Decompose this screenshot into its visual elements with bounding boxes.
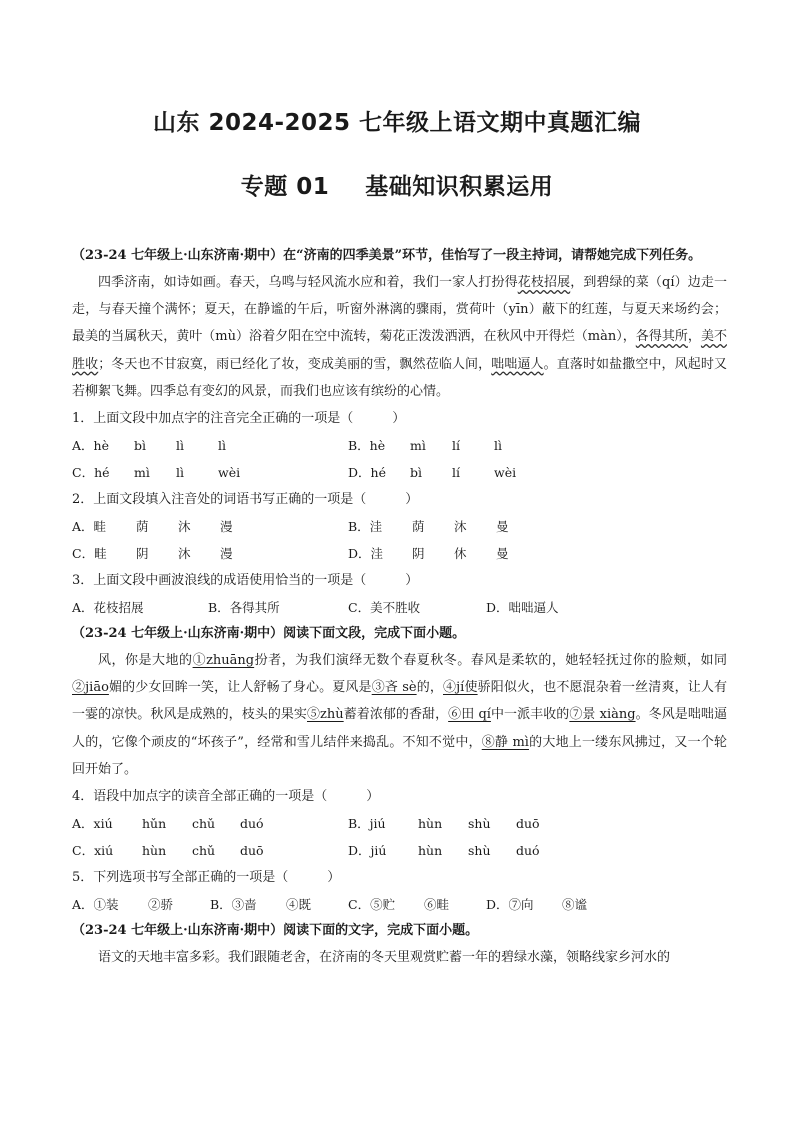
passage-text: 四季济南，如诗如画。春天，乌鸣与轻风流水应和着，我们一家人打扮得 [98,275,518,290]
section2-source: （23-24 七年级上·山东济南·期中） [72,626,284,642]
section2-intro [72,621,727,647]
subtitle-name: 基础知识积累运用 [365,174,554,200]
section2-instruction: 阅读下面文段，完成下面小题。 [283,626,466,642]
q1-option-b-part: lí [452,438,460,454]
q2-option-b-part: 荫 [412,519,425,535]
question-1-stem: 1．上面文段中加点字的注音完全正确的一项是（ ） [72,411,406,427]
q5-option-a: A．①装 [72,897,119,913]
passage-text: 。冬风是咄咄逼人的，它像个顽皮的“坏孩子”，经常和雪儿结伴来捣乱。不知不觉中， [72,707,727,750]
section3-passage: 语文的天地丰富多彩。我们跟随老舍，在济南的冬天里观赏贮蓄一年的碧绿水藻，领略线家乡河水的 [98,950,671,966]
q4-option-c: C．xiú [72,843,114,859]
q1-option-d-part: lí [452,465,460,481]
section1-instruction: 在“济南的四季美景”环节，佳怡写了一段主持词，请帮她完成下列任务。 [283,248,702,263]
document-title: 山东 2024-2025 七年级上语文期中真题汇编 [152,110,642,136]
passage-text: 的大地上一缕东风拂过，又一个轮回开始了。 [72,734,727,777]
q1-option-a-part: lì [176,438,184,454]
q4-option-b: B．jiú [348,816,386,832]
q4-option-a-part: chǔ [192,816,216,832]
q5-option-b: B．③啬 [210,897,257,913]
question-4-options-cd [72,837,727,864]
content-area [72,242,727,971]
marked-item-2: ②jiāo [72,680,109,696]
question-4-options-ab [72,810,727,837]
q4-option-d: D．jiú [348,843,387,859]
passage-text: 媚的少女回眸一笑，让人舒畅了身心。夏风是 [108,680,372,696]
question-1-options-ab [72,432,727,459]
section1-source: （23-24 七年级上·山东济南·期中） [72,248,284,263]
q1-option-d-part: wèi [494,465,517,481]
q1-option-c: C．hé [72,465,110,481]
q1-option-b-part: mì [410,438,426,454]
idiom-flower: 花枝招展 [517,275,571,290]
passage-text: ，到碧绿的菜（qí）边走一走，与春天撞个满怀；夏天，在静谧的午后，听窗外淋漓的骤雨，赏荷叶（yīn）蔽下的红莲，与夏天来场约会；最美的当属秋天，黄叶（mù）浴着夕阳在空中流转，菊花正泼泼洒洒，在秋风中开得烂（màn）， [72,275,727,345]
passage-text: 蓄着浓郁的香甜， [343,707,449,723]
q4-option-d-part: shù [468,843,491,859]
question-3-stem: 3．上面文段中画波浪线的成语使用恰当的一项是（ ） [72,573,419,589]
q3-option-a: A．花枝招展 [72,600,144,616]
section3-intro [72,918,727,944]
idiom-each: 各得其所 [635,329,688,345]
q4-option-d-part: hùn [418,843,443,859]
q1-option-c-part: lì [176,465,184,481]
idiom-aggressive: 咄咄逼人 [491,356,544,372]
q4-option-b-part: shù [468,816,491,832]
section2-passage [72,647,727,783]
q2-option-a-part: 荫 [136,519,149,535]
q1-option-b: B．hè [348,438,386,454]
passage-text: 骄阳似火，也不愿混杂着一丝清爽，让人有一霎的凉快。秋风是成熟的，枝头的果实 [72,680,727,723]
idiom-beauty: 美不胜收 [72,329,727,372]
question-2-options-cd [72,540,727,567]
question-1-options-cd [72,459,727,486]
q4-option-c-part: duō [240,843,264,859]
q4-option-a: A．xiú [72,816,113,832]
subtitle-code: 专题 01 [240,174,330,200]
q1-option-d: D．hé [348,465,386,481]
q5-option-c-part: ⑥畦 [424,897,450,913]
q2-option-d: D．洼 [348,546,384,562]
marked-item-8: ⑧静 mì [481,734,529,750]
q1-option-a: A．hè [72,438,109,454]
passage-text: 风，你是大地的 [98,653,193,669]
q1-option-d-part: bì [410,465,422,481]
document-subtitle [0,168,794,201]
q5-option-a-part: ②骄 [148,897,174,913]
q2-option-c-part: 漫 [220,546,233,562]
question-4-stem: 4．语段中加点字的读音全部正确的一项是（ ） [72,789,380,805]
question-5-options [72,891,727,918]
q1-option-b-part: lì [494,438,502,454]
q4-option-c-part: hùn [142,843,167,859]
q5-option-d-part: ⑧谧 [562,897,588,913]
q5-option-b-part: ④既 [286,897,312,913]
q2-option-b: B．洼 [348,519,383,535]
q2-option-d-part: 阴 [412,546,425,562]
passage-text: ， [687,329,701,345]
q4-option-a-part: duó [240,816,264,832]
q1-option-a-part: bì [134,438,146,454]
q2-option-d-part: 休 [454,546,467,562]
q3-option-c: C．美不胜收 [348,600,421,616]
q2-option-c-part: 阴 [136,546,149,562]
passage-text: 的， [416,680,443,696]
q4-option-b-part: hùn [418,816,443,832]
q1-option-c-part: mì [134,465,150,481]
q2-option-b-part: 沐 [454,519,467,535]
q4-option-c-part: chǔ [192,843,216,859]
section3-instruction: 阅读下面的文字，完成下面小题。 [283,923,479,939]
marked-item-1: ①zhuāng [192,653,255,669]
question-2-options-ab [72,513,727,540]
passage-text: 扮者，为我们演绎无数个春夏秋冬。春风是柔软的，她轻轻抚过你的脸颊，如同 [254,653,727,669]
marked-item-5: ⑤zhù [307,707,344,723]
question-3-options [72,594,727,621]
q4-option-b-part: duō [516,816,540,832]
marked-item-4: ④jí使 [443,680,478,696]
q3-option-b: B．各得其所 [208,600,280,616]
q2-option-b-part: 曼 [496,519,509,535]
q2-option-c: C．畦 [72,546,107,562]
question-2-stem: 2．上面文段填入注音处的词语书写正确的一项是（ ） [72,492,419,508]
marked-item-7: ⑦景 xiàng [569,707,636,723]
q2-option-a-part: 沐 [178,519,191,535]
q3-option-d: D．咄咄逼人 [486,600,559,616]
q5-option-d: D．⑦向 [486,897,534,913]
q2-option-a-part: 漫 [220,519,233,535]
section1-passage [72,269,727,405]
passage-text: 中一派丰收的 [490,707,570,723]
marked-item-6: ⑥田 qí [448,707,491,723]
passage-text: ；冬天也不甘寂寞，雨已经化了妆，变成美丽的雪，飘然莅临人间， [98,356,492,372]
q5-option-c: C．⑤贮 [348,897,396,913]
section1-intro [72,242,727,269]
q2-option-a: A．畦 [72,519,107,535]
q2-option-d-part: 曼 [496,546,509,562]
q1-option-a-part: lì [218,438,226,454]
marked-item-3: ③吝 sè [371,680,417,696]
q4-option-a-part: hǔn [142,816,167,832]
section3-source: （23-24 七年级上·山东济南·期中） [72,923,284,939]
q1-option-c-part: wèi [218,465,241,481]
q4-option-d-part: duó [516,843,540,859]
passage-text: 。直落时如盐撒空中，风起时又若柳絮飞舞。四季总有变幻的风景，而我们也应该有缤纷的心情。 [72,356,727,399]
q2-option-c-part: 沐 [178,546,191,562]
question-5-stem: 5．下列选项书写全部正确的一项是（ ） [72,870,341,886]
